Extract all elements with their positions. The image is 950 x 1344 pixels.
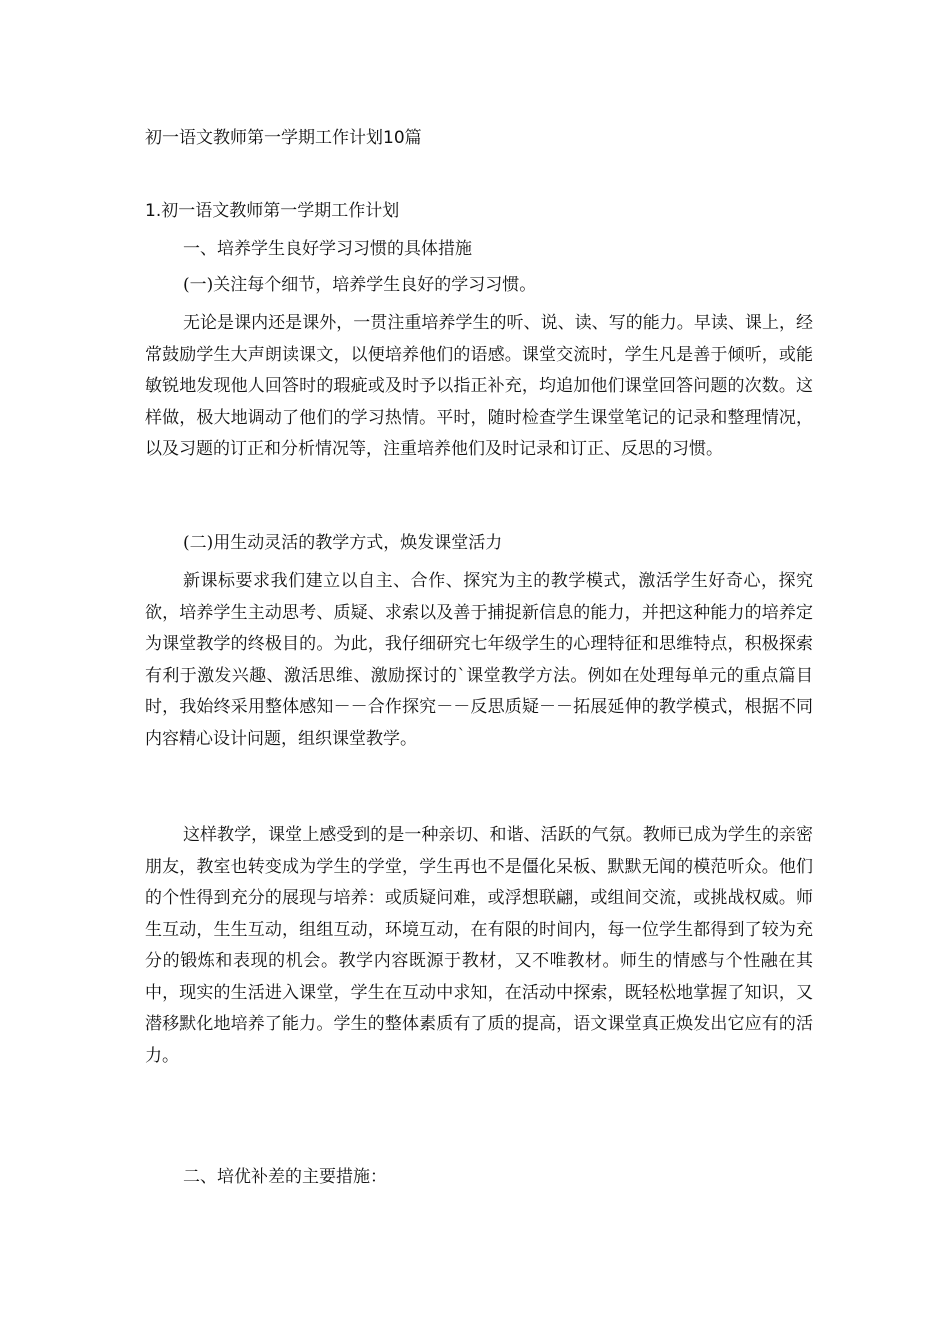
- subheading-teaching-style: (二)用生动灵活的教学方式，焕发课堂活力: [183, 533, 503, 553]
- paragraph-habits: 无论是课内还是课外，一贯注重培养学生的听、说、读、写的能力。早读、课上，经常鼓励学生大声朗读课文，以便培养他们的语感。课堂交流时，学生凡是善于倾听，或能敏锐地发现他人回答时的瑕疵或及时予以指正补充，均追加他们课堂回答问题的次数。这样做，极大地调动了他们的学习热情。平时，随时检查学生课堂笔记的记录和整理情况，以及习题的订正和分析情况等，注重培养他们及时记录和订正、反思的习惯。: [145, 313, 813, 459]
- document-title: 初一语文教师第一学期工作计划10篇: [145, 128, 422, 148]
- heading-tutoring: 二、培优补差的主要措施：: [183, 1167, 387, 1187]
- paragraph-teaching-model: 新课标要求我们建立以自主、合作、探究为主的教学模式，激活学生好奇心，探究欲，培养学生主动思考、质疑、求索以及善于捕捉新信息的能力，并把这种能力的培养定为课堂教学的终极目的。为此，我仔细研究七年级学生的心理特征和思维特点，积极探索有利于激发兴趣、激活思维、激励探讨的`课堂教学方法。例如在处理每单元的重点篇目时，我始终采用整体感知－－合作探究－－反思质疑－－拓展延伸的教学模式，根据不同内容精心设计问题，组织课堂教学。: [145, 571, 813, 749]
- heading-habits: 一、培养学生良好学习习惯的具体措施: [183, 239, 472, 259]
- section-title: 1.初一语文教师第一学期工作计划: [145, 201, 400, 221]
- paragraph-classroom-atmosphere: 这样教学，课堂上感受到的是一种亲切、和谐、活跃的气氛。教师已成为学生的亲密朋友，教室也转变成为学生的学堂，学生再也不是僵化呆板、默默无闻的模范听众。他们的个性得到充分的展现与培养：或质疑问难，或浮想联翩，或组间交流，或挑战权威。师生互动，生生互动，组组互动，环境互动，在有限的时间内，每一位学生都得到了较为充分的锻炼和表现的机会。教学内容既源于教材，又不唯教材。师生的情感与个性融在其中，现实的生活进入课堂，学生在互动中求知，在活动中探索，既轻松地掌握了知识，又潜移默化地培养了能力。学生的整体素质有了质的提高，语文课堂真正焕发出它应有的活力。: [145, 825, 813, 1066]
- subheading-details: (一)关注每个细节，培养学生良好的学习习惯。: [183, 275, 537, 295]
